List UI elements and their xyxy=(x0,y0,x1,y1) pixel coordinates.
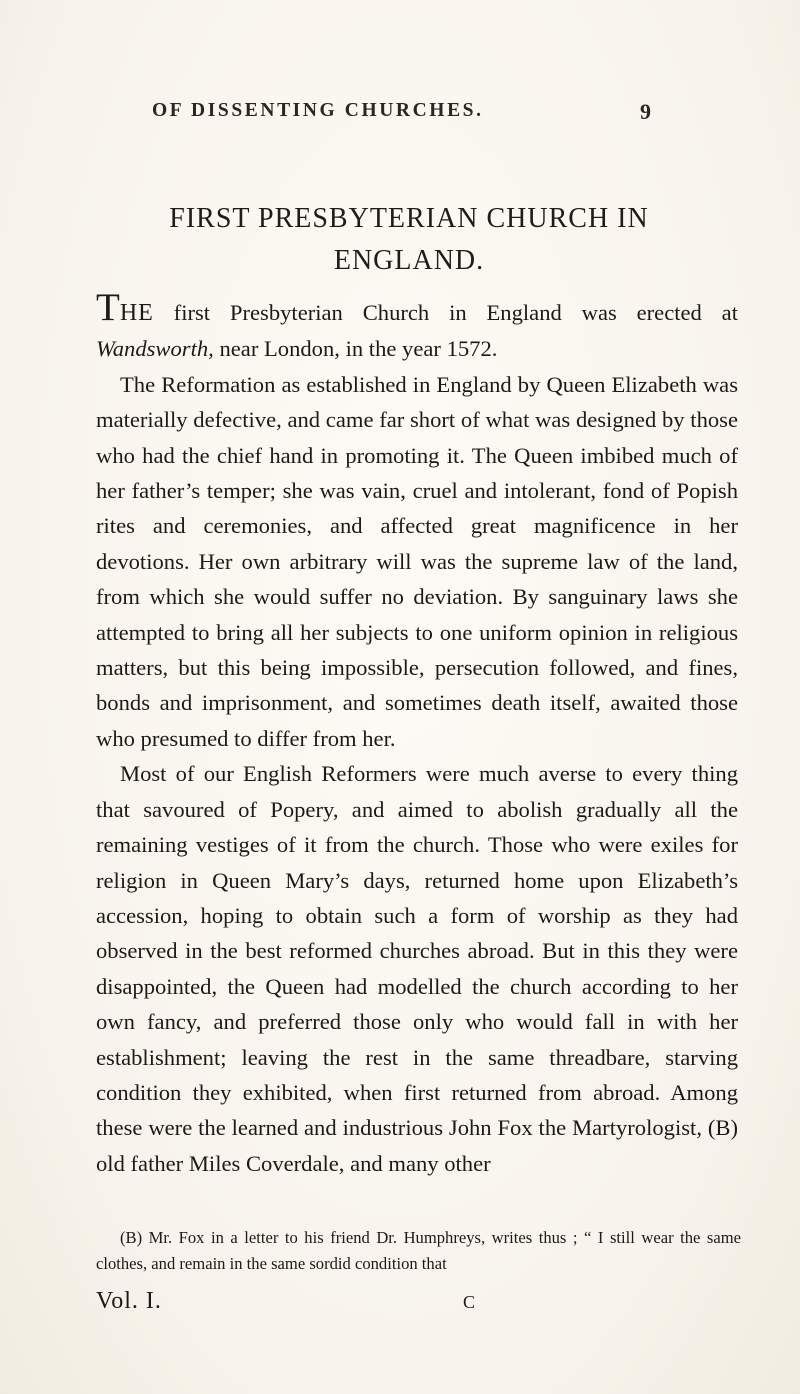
signature-mark: C xyxy=(463,1292,476,1312)
volume-label: Vol. I. xyxy=(96,1288,162,1314)
place-name: Wandsworth, xyxy=(96,336,214,362)
running-head xyxy=(0,100,800,130)
paragraph-3: Most of our English Reformers were much averse to every thing that savoured of Popery, and aimed to abolish gradually all the remaining vestiges of it from the church. Those who were exiles for religion in Queen Mary’s days, returned home upon Elizabeth’s accession, hoping to obtain such a form of worship as they had observed in the best reformed churches abroad. But in this they were disappointed, the Queen had modelled the church according to her own fancy, and preferred those only who would fall in with her establishment; leaving the rest in the same threadbare, starving condition they exhibited, when first returned from abroad. Among these were the learned and industrious John Fox the Martyrologist, (B) old father Miles Coverdale, and many other xyxy=(96,761,738,1176)
chapter-title-line-1: FIRST PRESBYTERIAN CHURCH IN xyxy=(169,203,649,234)
drop-cap: T xyxy=(96,286,120,329)
signature-line xyxy=(96,1288,741,1318)
paragraph-1-text-a: first Presbyterian Church in England was erected at xyxy=(153,300,738,325)
chapter-title xyxy=(0,198,800,282)
opening-small-caps: HE xyxy=(119,300,154,326)
paragraph-1 xyxy=(96,286,738,367)
body-text xyxy=(96,286,738,1181)
footnote: (B) Mr. Fox in a letter to his friend Dr. Humphreys, writes thus ; “ I still wear the same clothes, and remain in the same sordid condition that xyxy=(96,1228,741,1273)
paragraph-1-text-b: near London, in the year 1572. xyxy=(213,336,498,362)
page-number: 9 xyxy=(640,99,651,124)
paragraph-2: The Reformation as established in England by Queen Elizabeth was materially defective, and came far short of what was designed by those who had the chief hand in promoting it. The Queen imbibed much of her father’s temper; she was vain, cruel and intolerant, fond of Popish rites and ceremonies, and affected great magnificence in her devotions. Her own arbitrary will was the supreme law of the land, from which she would suffer no deviation. By sanguinary laws she attempted to bring all her subjects to one uniform opinion in religious matters, but this being impossible, persecution followed, and fines, bonds and imprisonment, and sometimes death itself, awaited those who presumed to differ from her. xyxy=(96,371,738,751)
chapter-title-line-2: ENGLAND. xyxy=(333,245,485,276)
running-head-title: OF DISSENTING CHURCHES. xyxy=(152,100,484,121)
